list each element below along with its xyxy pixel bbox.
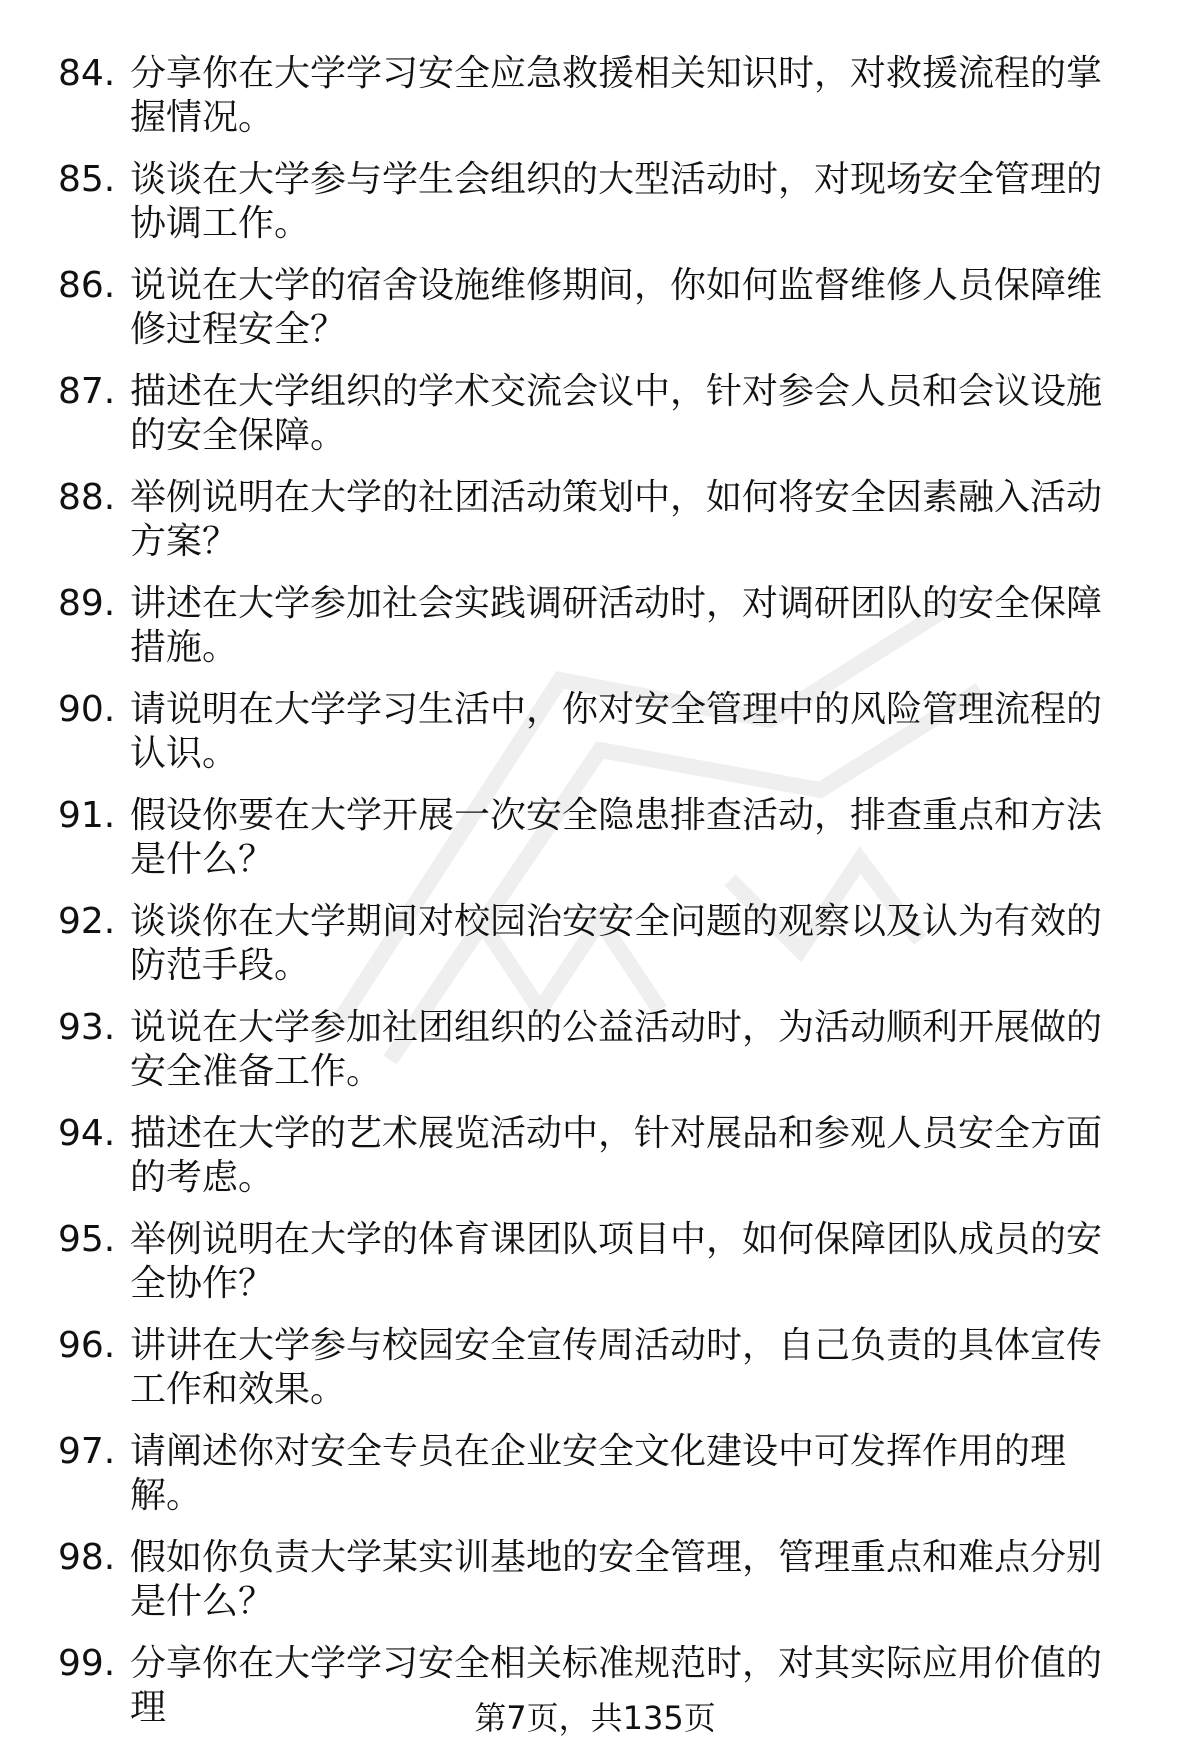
- question-item: [58, 900, 1148, 988]
- question-text: 分享你在大学学习安全应急救援相关知识时，对救援流程的掌握情况。: [130, 53, 1103, 138]
- question-text: 请说明在大学学习生活中，你对安全管理中的风险管理流程的认识。: [130, 689, 1103, 774]
- question-number: 88.: [58, 477, 116, 518]
- question-number: 98.: [58, 1537, 116, 1578]
- question-item: [58, 476, 1148, 564]
- question-item: [58, 1218, 1148, 1306]
- question-number: 87.: [58, 371, 116, 412]
- question-item: [58, 1006, 1148, 1094]
- question-item: [58, 1430, 1148, 1518]
- question-text: 描述在大学组织的学术交流会议中，针对参会人员和会议设施的安全保障。: [130, 371, 1103, 456]
- page-footer: [0, 1698, 1190, 1738]
- question-item: [58, 52, 1148, 140]
- question-text: 说说在大学参加社团组织的公益活动时，为活动顺利开展做的安全准备工作。: [130, 1007, 1103, 1092]
- question-number: 89.: [58, 583, 116, 624]
- question-item: [58, 794, 1148, 882]
- question-number: 99.: [58, 1643, 116, 1684]
- question-text: 讲述在大学参加社会实践调研活动时，对调研团队的安全保障措施。: [130, 583, 1103, 668]
- question-text: 假设你要在大学开展一次安全隐患排查活动，排查重点和方法是什么？: [130, 795, 1103, 880]
- question-text: 谈谈在大学参与学生会组织的大型活动时，对现场安全管理的协调工作。: [130, 159, 1103, 244]
- question-item: [58, 158, 1148, 246]
- question-number: 95.: [58, 1219, 116, 1260]
- question-text: 谈谈你在大学期间对校园治安安全问题的观察以及认为有效的防范手段。: [130, 901, 1103, 986]
- question-text: 描述在大学的艺术展览活动中，针对展品和参观人员安全方面的考虑。: [130, 1113, 1103, 1198]
- question-number: 90.: [58, 689, 116, 730]
- question-number: 91.: [58, 795, 116, 836]
- question-text: 举例说明在大学的体育课团队项目中，如何保障团队成员的安全协作？: [130, 1219, 1103, 1304]
- question-number: 94.: [58, 1113, 116, 1154]
- question-number: 84.: [58, 53, 116, 94]
- question-text: 请阐述你对安全专员在企业安全文化建设中可发挥作用的理解。: [130, 1431, 1067, 1516]
- question-item: [58, 370, 1148, 458]
- question-number: 93.: [58, 1007, 116, 1048]
- question-text: 说说在大学的宿舍设施维修期间，你如何监督维修人员保障维修过程安全？: [130, 265, 1103, 350]
- question-text: 举例说明在大学的社团活动策划中，如何将安全因素融入活动方案？: [130, 477, 1103, 562]
- question-item: [58, 1112, 1148, 1200]
- question-item: [58, 1324, 1148, 1412]
- question-item: [58, 688, 1148, 776]
- question-text: 讲讲在大学参与校园安全宣传周活动时，自己负责的具体宣传工作和效果。: [130, 1325, 1103, 1410]
- question-number: 97.: [58, 1431, 116, 1472]
- question-item: [58, 1536, 1148, 1624]
- page-number-label: 第7页，共135页: [474, 1699, 716, 1737]
- question-list: [58, 52, 1148, 1748]
- question-number: 85.: [58, 159, 116, 200]
- question-item: [58, 582, 1148, 670]
- question-number: 96.: [58, 1325, 116, 1366]
- question-number: 86.: [58, 265, 116, 306]
- question-text: 分享你在大学学习安全相关标准规范时，对其实际应用价值的理: [130, 1643, 1103, 1728]
- question-number: 92.: [58, 901, 116, 942]
- question-text: 假如你负责大学某实训基地的安全管理，管理重点和难点分别是什么？: [130, 1537, 1103, 1622]
- question-item: [58, 264, 1148, 352]
